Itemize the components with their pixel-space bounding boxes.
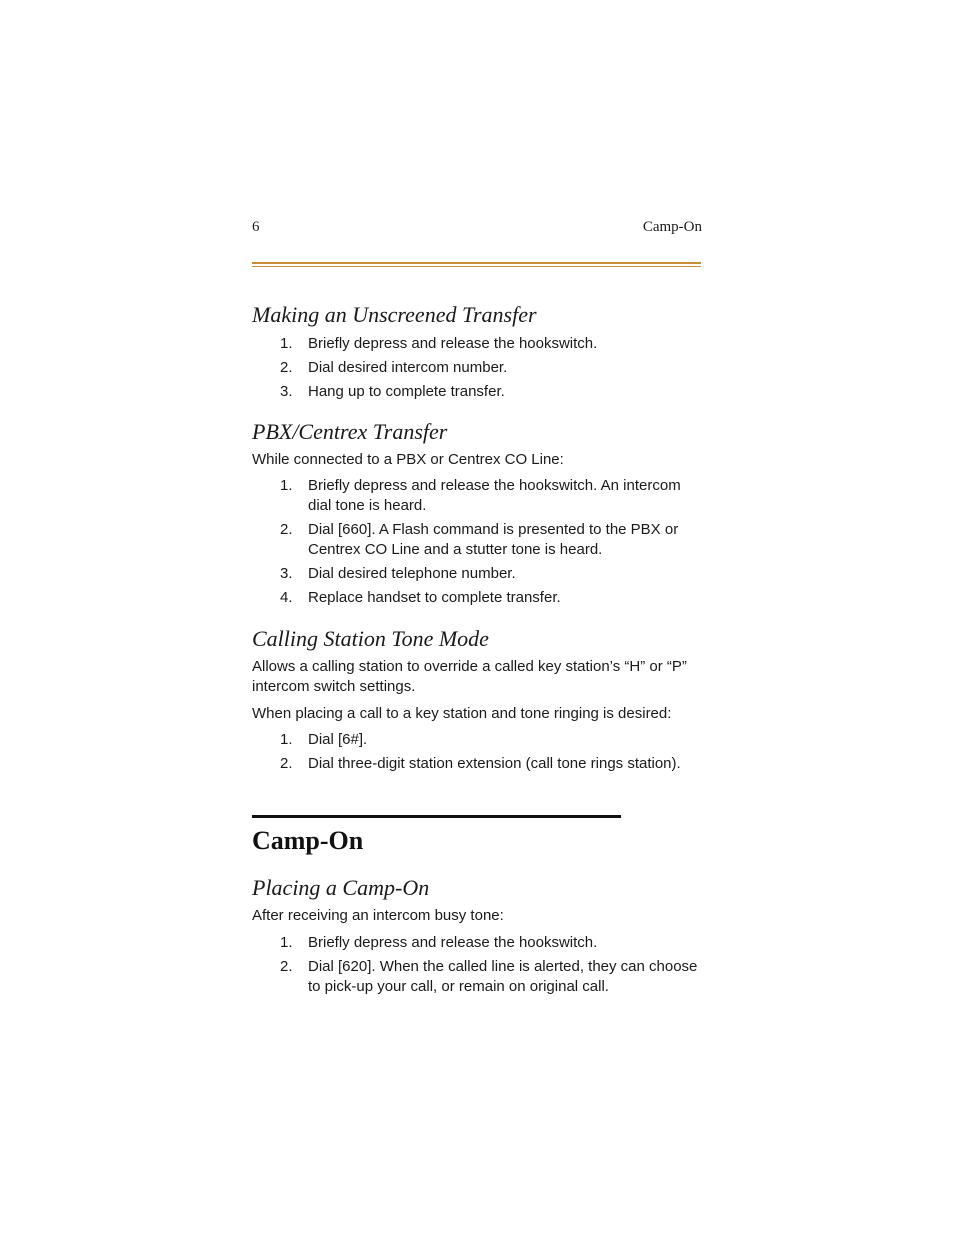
section-unscreened-transfer [252,302,702,406]
section-title: Placing a Camp-On [252,875,430,900]
list-item: 2. Dial desired intercom number. [280,359,508,376]
section-paragraph: Allows a calling station to override a called key station’s “H” or “P” intercom switch settings. [252,658,687,695]
step-list [252,933,702,997]
list-item: 1. Dial [6#]. [280,731,368,748]
list-item: 2. Dial [620]. When the called line is alerted, they can choose to pick-up your call, or remain on original call. [280,958,698,995]
page-number: 6 [252,219,260,235]
section-intro: While connected to a PBX or Centrex CO Line: [252,451,564,468]
list-item: 1. Briefly depress and release the hookswitch. [280,934,598,951]
section-pbx-transfer [252,419,702,612]
step-list [252,476,702,608]
section-paragraph: When placing a call to a key station and tone ringing is desired: [252,705,672,722]
list-item: 3. Dial desired telephone number. [280,565,516,582]
header-rule [252,262,701,264]
step-list [252,730,702,774]
list-item: 2. Dial [660]. A Flash command is presented to the PBX or Centrex CO Line and a stutter tone is heard. [280,521,679,558]
header-rule-thin [252,266,701,267]
running-header [252,219,702,239]
section-title: PBX/Centrex Transfer [252,419,448,444]
section-title: Making an Unscreened Transfer [252,302,537,327]
list-item: 4. Replace handset to complete transfer. [280,589,561,606]
chapter-title: Camp-On [252,826,364,855]
step-list [252,334,702,402]
list-item: 1. Briefly depress and release the hookswitch. An intercom dial tone is heard. [280,477,681,514]
list-item: 2. Dial three-digit station extension (call tone rings station). [280,755,681,772]
chapter-rule [252,815,621,818]
section-tone-mode [252,626,702,778]
section-title: Calling Station Tone Mode [252,626,489,651]
list-item: 3. Hang up to complete transfer. [280,383,505,400]
list-item: 1. Briefly depress and release the hookswitch. [280,335,598,352]
section-placing-camp-on [252,875,702,1001]
running-title: Camp-On [642,219,702,235]
section-intro: After receiving an intercom busy tone: [252,907,504,924]
